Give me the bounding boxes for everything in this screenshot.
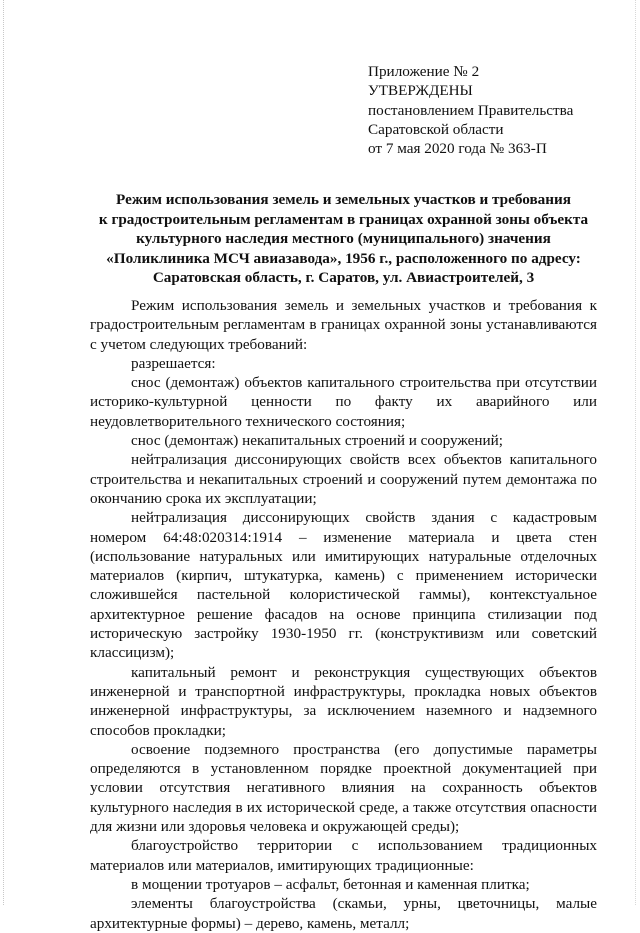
scan-left-edge <box>3 0 4 905</box>
body-paragraph: снос (демонтаж) объектов капитального строительства при отсутствии историко-культурной ценности по факту их аварийного или неудовлетворительного технического состояния; <box>90 374 597 430</box>
title-line: к градостроительным регламентам в границах охранной зоны объекта <box>98 210 589 228</box>
approval-line: от 7 мая 2020 года № 363-П <box>368 140 547 158</box>
scan-right-edge <box>635 0 636 905</box>
body-paragraph: Режим использования земель и земельных участков и требования к градостроительным регламентам в границах охранной зоны устанавливаются с учетом следующих требований: <box>90 297 597 353</box>
body-paragraph: элементы благоустройства (скамьи, урны, цветочницы, малые архитектурные формы) – дерево, камень, металл; <box>90 895 597 932</box>
appendix-label: Приложение № 2 <box>368 63 480 80</box>
title-line: Режим использования земель и земельных участков и требования <box>116 191 571 208</box>
document-body <box>90 296 597 933</box>
body-paragraph: разрешается: <box>131 354 216 372</box>
body-paragraph: капитальный ремонт и реконструкция существующих объектов инженерной и транспортной инфраструктуры, прокладка новых объектов инженерной инфраструктуры, за исключением наземного и надземного способов прокладки; <box>90 663 597 739</box>
body-paragraph: нейтрализация диссонирующих свойств всех объектов капитального строительства и некапитальных строений и сооружений путем демонтажа по окончанию срока их эксплуатации; <box>90 451 597 507</box>
approval-line: Саратовской области <box>368 120 504 138</box>
approval-block <box>368 62 618 158</box>
body-paragraph: благоустройство территории с использованием традиционных материалов или материалов, имитирующих традиционные: <box>90 837 597 874</box>
approval-line: УТВЕРЖДЕНЫ <box>368 82 473 100</box>
approval-line: постановлением Правительства <box>368 101 574 119</box>
body-paragraph: нейтрализация диссонирующих свойств здания с кадастровым номером 64:48:020314:1914 – изменение материала и цвета стен (использование натуральных или имитирующих натуральные отделочных материалов (кирпич, штукатурка, камень) с применением исторически сложившейся пастельной колористической гаммы), контекстуальное архитектурное решение фасадов на основе принципа стилизации под историческую застройку 1930-1950 гг. (конструктивизм или советский классицизм); <box>90 509 597 662</box>
title-line: «Поликлиника МСЧ авиазавода», 1956 г., расположенного по адресу: <box>106 249 581 267</box>
body-paragraph: освоение подземного пространства (его допустимые параметры определяются в установленном порядке проектной документацией при условии отсутствия негативного влияния на сохранность объектов культурного наследия в их исторической среде, а также отсутствия опасности для жизни или здоровья человека и окружающей среды); <box>90 740 597 836</box>
body-paragraph: снос (демонтаж) некапитальных строений и сооружений; <box>131 432 504 450</box>
title-line: Саратовская область, г. Саратов, ул. Авиастроителей, 3 <box>152 269 535 287</box>
document-title <box>90 190 597 288</box>
body-paragraph: в мощении тротуаров – асфальт, бетонная и каменная плитка; <box>131 875 530 893</box>
title-line: культурного наследия местного (муниципального) значения <box>136 230 551 248</box>
